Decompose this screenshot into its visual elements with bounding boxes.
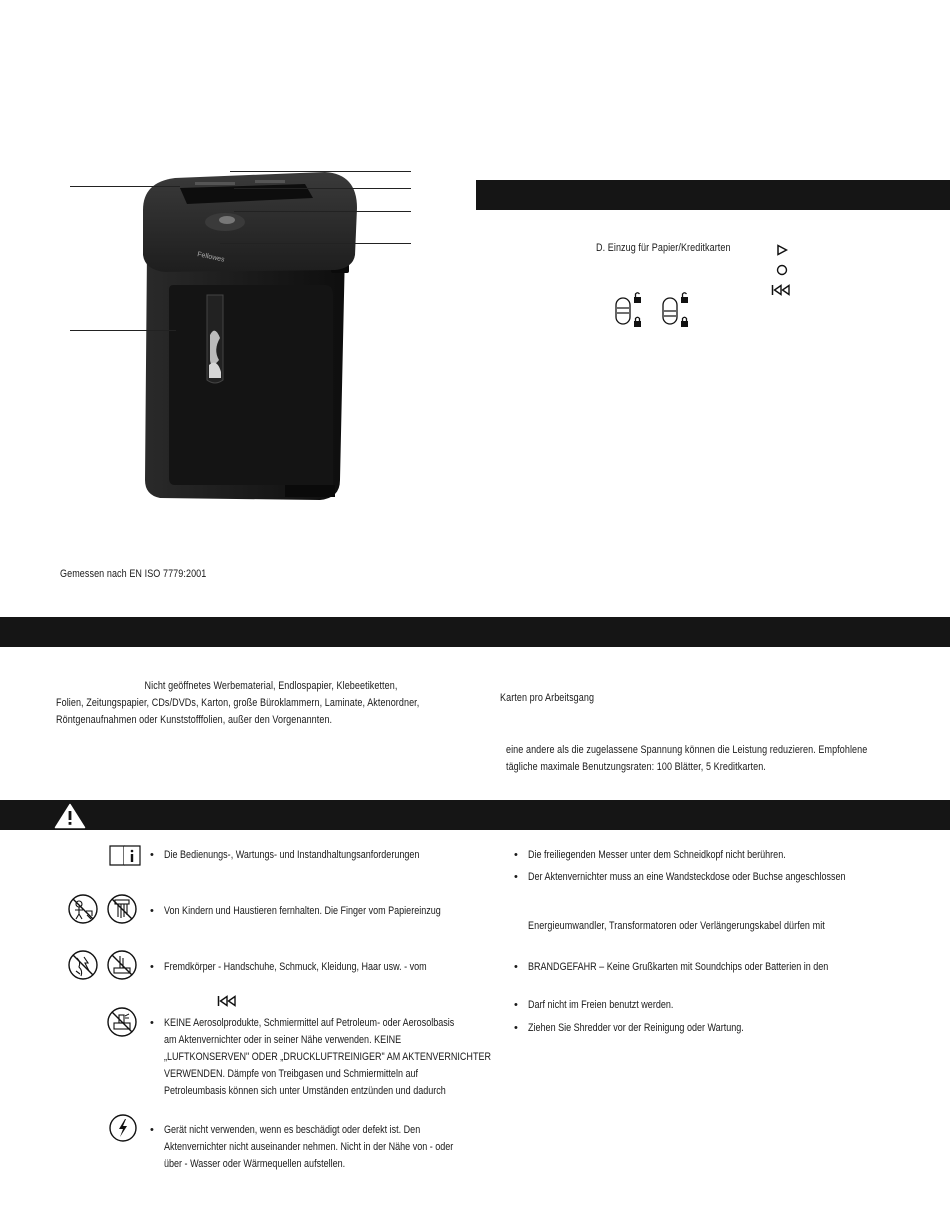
bullet-dot: • <box>150 1017 154 1029</box>
no-children-icon <box>67 893 99 930</box>
safety-bullet-line: Die Bedienungs-, Wartungs- und Instandhaltungsanforderungen <box>164 849 420 861</box>
brand-label: Fellowes <box>196 251 226 264</box>
safety-bullet-line: am Aktenvernichter oder in seiner Nähe verwenden. KEINE <box>164 1034 402 1046</box>
safety-bullet-line: Fremdkörper - Handschuhe, Schmuck, Kleidung, Haar usw. - vom <box>164 961 427 973</box>
safety-bullet-unplug <box>514 1020 914 1037</box>
bullet-dot: • <box>150 1124 154 1136</box>
bullet-dot: • <box>514 1022 518 1034</box>
bullet-dot: • <box>150 849 154 861</box>
safety-bullet-line: Petroleumbasis können sich unter Umständen entzünden und dadurch <box>164 1085 446 1097</box>
bullet-dot: • <box>150 961 154 973</box>
bullet-dot: • <box>514 871 518 883</box>
unsuitable-materials-line-2: Folien, Zeitungspapier, CDs/DVDs, Karton, große Büroklammern, Laminate, Aktenordner, <box>56 697 420 709</box>
no-loose-items-icon <box>67 949 99 986</box>
safety-bullet-line: Darf nicht im Freien benutzt werden. <box>528 999 674 1011</box>
controls-label-paper-entry: D. Einzug für Papier/Kreditkarten <box>596 242 731 254</box>
reverse-icon <box>771 283 793 301</box>
bullet-dot: • <box>514 999 518 1011</box>
safety-bullet-blades <box>514 847 914 864</box>
voltage-usage-paragraph <box>506 742 867 776</box>
safety-bullet-children <box>150 903 480 920</box>
callout-line-left-middle <box>70 330 176 331</box>
safety-bullet-line: Die freiliegenden Messer unter dem Schneidkopf nicht berühren. <box>528 849 786 861</box>
safety-bullet-line: Der Aktenvernichter muss an eine Wandsteckdose oder Buchse angeschlossen <box>528 871 846 883</box>
safety-bullet-outdoor <box>514 997 914 1014</box>
cards-per-pass-label: Karten pro Arbeitsgang <box>500 692 595 704</box>
bullet-dot: • <box>514 961 518 973</box>
callout-line-right-3 <box>234 211 411 212</box>
callout-line-right-2 <box>234 188 411 189</box>
safety-bullet-outlet <box>514 869 914 886</box>
unsuitable-materials-line-1: Nicht geöffnetes Werbematerial, Endlospapier, Klebeetiketten, <box>144 680 398 692</box>
safety-bullet-line: BRANDGEFAHR – Keine Grußkarten mit Soundchips oder Batterien in den <box>528 961 829 973</box>
no-hand-in-feed-icon <box>106 893 138 930</box>
safety-bullet-foreign-objects <box>150 959 480 976</box>
safety-outlet-continuation-line: Energieumwandler, Transformatoren oder Verlängerungskabel dürfen mit <box>528 920 825 932</box>
no-aerosol-icon <box>106 1006 138 1043</box>
warning-triangle-icon <box>54 803 86 834</box>
safety-bullet-damaged <box>150 1122 490 1173</box>
safety-bullet-line: Aktenvernichter nicht auseinander nehmen. Nicht in der Nähe von - oder <box>164 1141 454 1153</box>
callout-line-left-top <box>70 186 180 187</box>
voltage-usage-line-1: eine andere als die zugelassene Spannung können die Leistung reduzieren. Empfohlene <box>506 744 868 756</box>
safety-bullet-line: über - Wasser oder Wärmequellen aufstellen. <box>164 1158 346 1170</box>
safety-bullet-fire <box>514 959 914 976</box>
safety-lock-switch-open-icon <box>614 291 646 334</box>
bullet-dot: • <box>150 905 154 917</box>
measurement-note: Gemessen nach EN ISO 7779:2001 <box>60 568 207 580</box>
safety-bullet-aerosol <box>150 1015 490 1100</box>
safety-bullet-line: VERWENDEN. Dämpfe von Treibgasen und Schmiermitteln auf <box>164 1068 419 1080</box>
no-hair-icon <box>106 949 138 986</box>
bullet-dot: • <box>514 849 518 861</box>
power-off-icon <box>776 263 788 281</box>
reverse-icon-inline <box>217 994 239 1012</box>
callout-line-right-4 <box>220 243 411 244</box>
shredder-product-image <box>135 160 365 510</box>
voltage-usage-line-2: tägliche maximale Benutzungsraten: 100 Blätter, 5 Kreditkarten. <box>506 761 766 773</box>
safety-bullet-line: Von Kindern und Haustieren fernhalten. Die Finger vom Papiereinzug <box>164 905 441 917</box>
safety-bullet-manual <box>150 847 480 864</box>
callout-line-right-1 <box>230 171 411 172</box>
play-forward-icon <box>776 243 788 261</box>
safety-lock-switch-closed-icon <box>661 291 693 334</box>
safety-bullet-line: Ziehen Sie Shredder vor der Reinigung oder Wartung. <box>528 1022 744 1034</box>
safety-bullet-line: KEINE Aerosolprodukte, Schmiermittel auf Petroleum- oder Aerosolbasis <box>164 1017 455 1029</box>
safety-bullet-line: Gerät nicht verwenden, wenn es beschädigt oder defekt ist. Den <box>164 1124 421 1136</box>
controls-header-bar <box>476 180 950 210</box>
unsuitable-materials-line-3: Röntgenaufnahmen oder Kunststofffolien, außer den Vorgenannten. <box>56 714 333 726</box>
unsuitable-materials-paragraph <box>56 678 419 729</box>
electric-shock-icon <box>108 1113 138 1148</box>
safety-header-bar <box>0 800 950 830</box>
read-manual-icon <box>108 843 142 872</box>
specifications-header-bar <box>0 617 950 647</box>
safety-bullet-line: „LUFTKONSERVEN" ODER „DRUCKLUFTREINIGER" AM AKTENVERNICHTER <box>164 1051 492 1063</box>
shredder-illustration <box>135 160 365 510</box>
